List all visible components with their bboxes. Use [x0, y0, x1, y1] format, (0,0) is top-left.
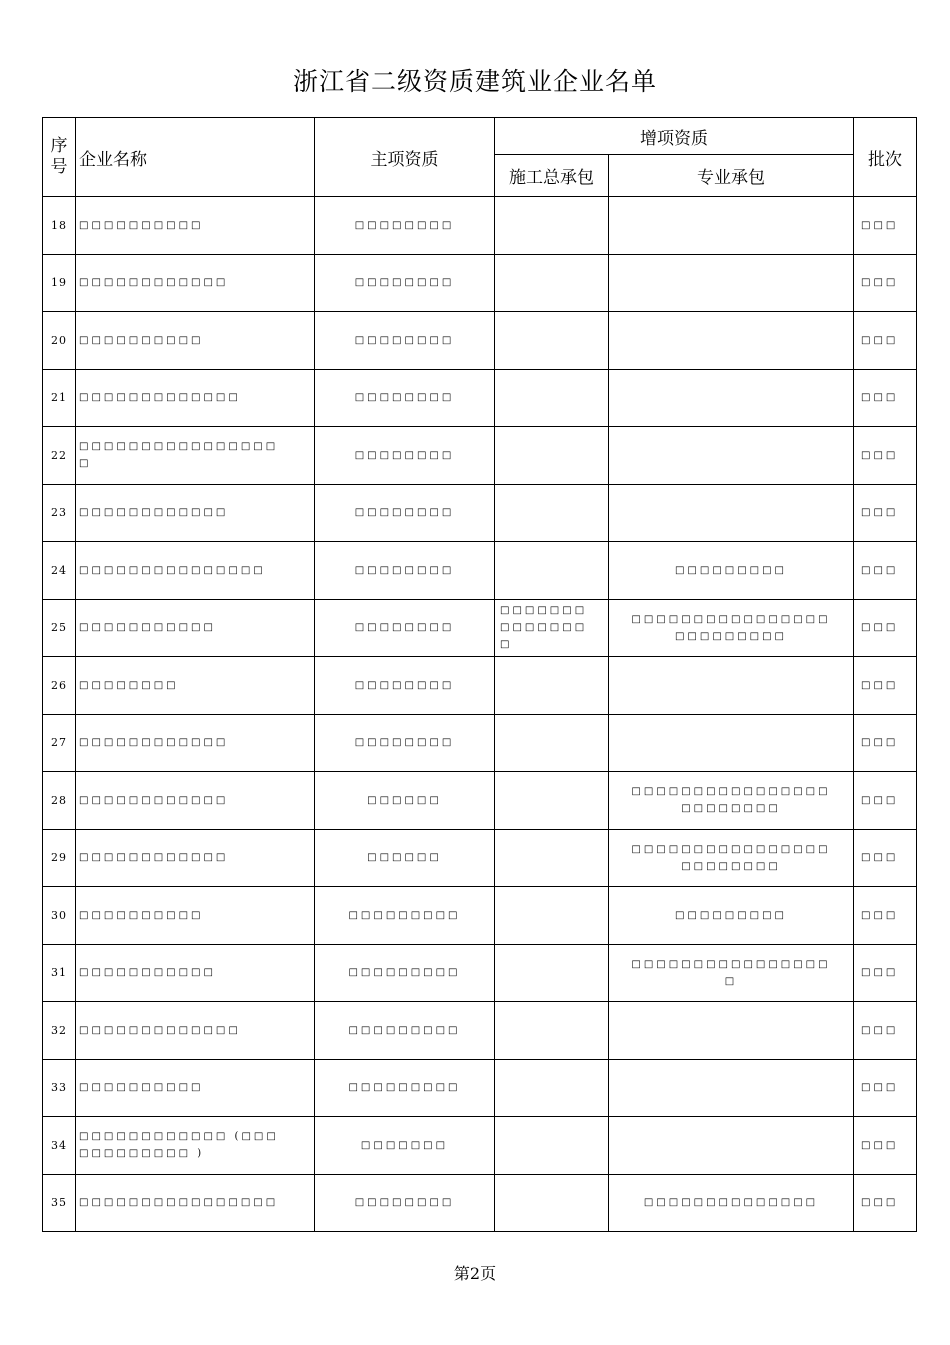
row-serial-no: 22 [43, 427, 76, 485]
row-main-qualification: □□□□□□□□ [315, 254, 495, 312]
row-serial-no: 27 [43, 714, 76, 772]
table-row [43, 1117, 917, 1175]
row-main-qualification: □□□□□□□□ [315, 714, 495, 772]
row-serial-no: 30 [43, 887, 76, 945]
row-main-qualification: □□□□□□□□ [315, 369, 495, 427]
row-batch: □□□ [854, 542, 917, 600]
row-general-contract [495, 1174, 609, 1232]
row-general-contract [495, 484, 609, 542]
header-general-contract: 施工总承包 [495, 155, 609, 197]
row-batch: □□□ [854, 1059, 917, 1117]
table-row [43, 772, 917, 830]
row-main-qualification: □□□□□□□ [315, 1117, 495, 1175]
table-row [43, 657, 917, 715]
row-special-contract: □□□□□□□□□ [609, 887, 854, 945]
table-row [43, 1174, 917, 1232]
row-serial-no: 29 [43, 829, 76, 887]
row-company-name: □□□□□□□□□□□□ [76, 254, 315, 312]
row-company-name: □□□□□□□□□□□□□□□□ [76, 1174, 315, 1232]
row-serial-no: 34 [43, 1117, 76, 1175]
row-batch: □□□ [854, 772, 917, 830]
row-company-name: □□□□□□□□□□□□ [76, 714, 315, 772]
row-special-contract [609, 484, 854, 542]
row-general-contract [495, 369, 609, 427]
row-main-qualification: □□□□□□ [315, 829, 495, 887]
row-general-contract [495, 887, 609, 945]
row-main-qualification: □□□□□□□□□ [315, 944, 495, 1002]
row-general-contract [495, 944, 609, 1002]
row-general-contract [495, 1059, 609, 1117]
row-special-contract: □□□□□□□□□□□□□□ [609, 1174, 854, 1232]
row-batch: □□□ [854, 714, 917, 772]
row-special-contract [609, 369, 854, 427]
row-company-name: □□□□□□□□□□□ [76, 944, 315, 1002]
row-batch: □□□ [854, 657, 917, 715]
row-company-name: □□□□□□□□□□□ [76, 599, 315, 657]
table-row [43, 369, 917, 427]
row-company-name: □□□□□□□□□□□□ (□□□ □□□□□□□□□ ) [76, 1117, 315, 1175]
row-batch: □□□ [854, 427, 917, 485]
table-row [43, 829, 917, 887]
row-company-name: □□□□□□□□□□□□□□□□ □ [76, 427, 315, 485]
row-special-contract [609, 1059, 854, 1117]
row-main-qualification: □□□□□□□□□ [315, 1002, 495, 1060]
row-company-name: □□□□□□□□□□□□□ [76, 1002, 315, 1060]
enterprise-table [42, 117, 917, 1232]
row-special-contract [609, 254, 854, 312]
row-batch: □□□ [854, 599, 917, 657]
row-company-name: □□□□□□□□□□□□□ [76, 369, 315, 427]
row-general-contract: □□□□□□□ □□□□□□□ □ [495, 599, 609, 657]
row-batch: □□□ [854, 312, 917, 370]
row-general-contract [495, 714, 609, 772]
row-company-name: □□□□□□□□□□□□□□□ [76, 542, 315, 600]
row-serial-no: 18 [43, 197, 76, 255]
table-row [43, 542, 917, 600]
row-main-qualification: □□□□□□□□ [315, 657, 495, 715]
row-serial-no: 33 [43, 1059, 76, 1117]
row-batch: □□□ [854, 484, 917, 542]
row-company-name: □□□□□□□□□□ [76, 197, 315, 255]
row-serial-no: 25 [43, 599, 76, 657]
row-special-contract: □□□□□□□□□□□□□□□□ □ [609, 944, 854, 1002]
row-special-contract: □□□□□□□□□□□□□□□□ □□□□□□□□ [609, 829, 854, 887]
row-general-contract [495, 657, 609, 715]
row-serial-no: 20 [43, 312, 76, 370]
row-general-contract [495, 542, 609, 600]
table-row [43, 197, 917, 255]
row-serial-no: 19 [43, 254, 76, 312]
row-batch: □□□ [854, 944, 917, 1002]
row-general-contract [495, 312, 609, 370]
header-company-name: 企业名称 [76, 118, 315, 197]
row-serial-no: 26 [43, 657, 76, 715]
row-special-contract: □□□□□□□□□□□□□□□□ □□□□□□□□□ [609, 599, 854, 657]
table-row [43, 887, 917, 945]
row-main-qualification: □□□□□□□□ [315, 599, 495, 657]
row-batch: □□□ [854, 369, 917, 427]
table-row [43, 714, 917, 772]
header-main-qualification: 主项资质 [315, 118, 495, 197]
row-general-contract [495, 1002, 609, 1060]
row-batch: □□□ [854, 1174, 917, 1232]
row-main-qualification: □□□□□□□□□ [315, 1059, 495, 1117]
row-batch: □□□ [854, 1117, 917, 1175]
row-general-contract [495, 427, 609, 485]
row-special-contract [609, 1117, 854, 1175]
row-main-qualification: □□□□□□□□□ [315, 887, 495, 945]
row-company-name: □□□□□□□□□□□□ [76, 829, 315, 887]
header-batch: 批次 [854, 118, 917, 197]
row-batch: □□□ [854, 254, 917, 312]
row-company-name: □□□□□□□□□□□□ [76, 772, 315, 830]
header-special-contract: 专业承包 [609, 155, 854, 197]
row-general-contract [495, 1117, 609, 1175]
table-row [43, 254, 917, 312]
table-row [43, 599, 917, 657]
row-special-contract [609, 657, 854, 715]
header-serial-no: 序号 [43, 118, 76, 197]
table-row [43, 427, 917, 485]
row-main-qualification: □□□□□□□□ [315, 427, 495, 485]
row-general-contract [495, 829, 609, 887]
page-title: 浙江省二级资质建筑业企业名单 [292, 67, 657, 96]
row-special-contract: □□□□□□□□□□□□□□□□ □□□□□□□□ [609, 772, 854, 830]
row-special-contract [609, 197, 854, 255]
table-row [43, 944, 917, 1002]
table-row [43, 484, 917, 542]
table-row [43, 1059, 917, 1117]
row-main-qualification: □□□□□□□□ [315, 197, 495, 255]
row-main-qualification: □□□□□□□□ [315, 1174, 495, 1232]
row-batch: □□□ [854, 1002, 917, 1060]
page-number: 第2页 [453, 1264, 497, 1283]
row-special-contract [609, 714, 854, 772]
row-special-contract [609, 312, 854, 370]
row-serial-no: 28 [43, 772, 76, 830]
row-general-contract [495, 254, 609, 312]
row-special-contract: □□□□□□□□□ [609, 542, 854, 600]
row-batch: □□□ [854, 829, 917, 887]
row-main-qualification: □□□□□□ [315, 772, 495, 830]
row-serial-no: 31 [43, 944, 76, 1002]
row-batch: □□□ [854, 887, 917, 945]
row-special-contract [609, 1002, 854, 1060]
row-serial-no: 32 [43, 1002, 76, 1060]
header-extra-qualification: 增项资质 [495, 118, 854, 155]
row-company-name: □□□□□□□□□□ [76, 1059, 315, 1117]
row-main-qualification: □□□□□□□□ [315, 542, 495, 600]
row-general-contract [495, 772, 609, 830]
row-company-name: □□□□□□□□ [76, 657, 315, 715]
row-serial-no: 24 [43, 542, 76, 600]
row-serial-no: 23 [43, 484, 76, 542]
row-special-contract [609, 427, 854, 485]
row-main-qualification: □□□□□□□□ [315, 484, 495, 542]
row-batch: □□□ [854, 197, 917, 255]
row-company-name: □□□□□□□□□□ [76, 312, 315, 370]
table-row [43, 312, 917, 370]
row-main-qualification: □□□□□□□□ [315, 312, 495, 370]
row-serial-no: 21 [43, 369, 76, 427]
row-company-name: □□□□□□□□□□□□ [76, 484, 315, 542]
table-row [43, 1002, 917, 1060]
row-company-name: □□□□□□□□□□ [76, 887, 315, 945]
row-general-contract [495, 197, 609, 255]
row-serial-no: 35 [43, 1174, 76, 1232]
